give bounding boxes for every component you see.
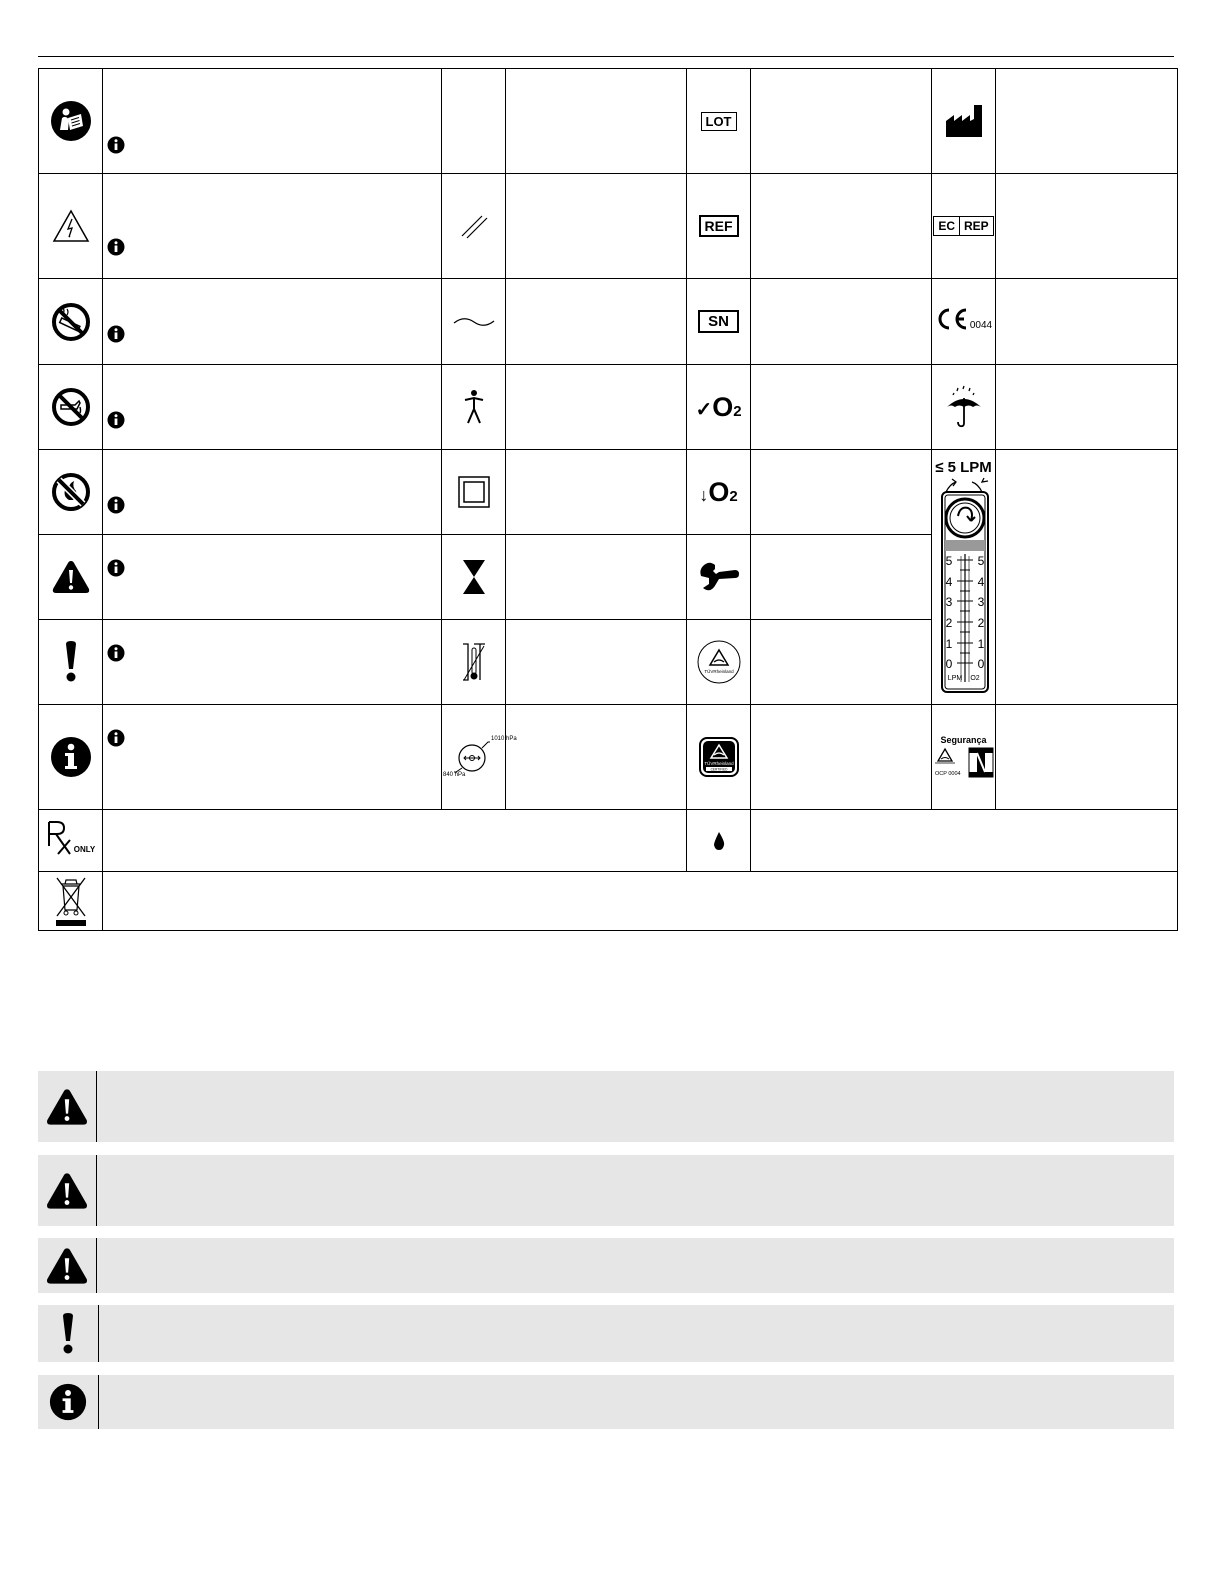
symbols-table — [38, 68, 1178, 931]
symbol-desc-flowmeter — [996, 450, 1178, 705]
o2-label: O — [712, 391, 734, 422]
symbol-desc-ec-rep — [996, 174, 1178, 279]
symbol-desc-manufacturer — [996, 69, 1178, 174]
symbol-desc-no-smoking — [103, 279, 442, 365]
symbol-cell-no-open-flame — [39, 450, 103, 535]
tuv-certified-brand: TÜVRheinland — [703, 761, 734, 766]
seguranca-title: Segurança — [940, 735, 987, 745]
weee-disposal-icon — [53, 874, 89, 928]
tuv-certified-icon — [698, 736, 740, 778]
double-slash-icon — [458, 210, 490, 242]
tuv-text: TÜVRheinland — [703, 669, 734, 674]
symbol-desc-caution — [103, 620, 442, 705]
symbol-cell-ref — [687, 174, 751, 279]
tuv-mark-icon — [697, 640, 741, 684]
panel-icon-cell — [38, 1155, 97, 1226]
symbol-desc-o2-normal — [751, 365, 932, 450]
info-icon — [107, 411, 125, 429]
symbol-desc-o2-low — [751, 450, 932, 535]
top-rule — [38, 56, 1174, 57]
safety-panel-warning-2 — [38, 1155, 1174, 1226]
symbol-cell-ec-rep — [932, 174, 996, 279]
inmetro-seguranca-icon — [933, 745, 995, 779]
info-icon — [107, 496, 125, 514]
symbol-cell-o2-low — [687, 450, 751, 535]
ref-badge: REF — [699, 215, 739, 237]
symbols-row-9 — [39, 810, 1178, 872]
info-icon — [107, 644, 125, 662]
info-icon — [107, 325, 125, 343]
scale-right-3: 3 — [977, 595, 984, 609]
symbol-cell-tuv — [687, 620, 751, 705]
symbol-cell-use-by-date — [442, 535, 506, 620]
symbol-desc-information — [103, 705, 442, 810]
symbol-cell-alternating-current — [442, 279, 506, 365]
symbol-cell-humidity — [687, 810, 751, 872]
symbol-desc-service — [751, 535, 932, 620]
scale-right-2: 2 — [977, 616, 984, 630]
warning-icon — [45, 1171, 89, 1211]
manufacturer-icon — [944, 103, 984, 139]
safety-panel-caution — [38, 1305, 1174, 1362]
symbol-cell-ce-mark — [932, 279, 996, 365]
symbol-cell-empty — [442, 69, 506, 174]
symbol-cell-double-slash — [442, 174, 506, 279]
info-icon — [107, 559, 125, 577]
wrench-icon — [697, 560, 741, 594]
safety-panel-warning-1 — [38, 1071, 1174, 1142]
type-bf-applied-part-icon — [462, 389, 486, 425]
symbols-row-5 — [39, 450, 1178, 535]
flowmeter-gas: O2 — [969, 675, 980, 682]
symbol-cell-lot — [687, 69, 751, 174]
lot-badge: LOT — [701, 112, 737, 131]
symbol-cell-electrical-hazard — [39, 174, 103, 279]
symbol-cell-no-smoking — [39, 279, 103, 365]
warning-icon — [51, 559, 91, 595]
class-ii-equipment-icon — [457, 475, 491, 509]
symbol-desc-humidity — [751, 810, 1178, 872]
scale-left-0: 0 — [945, 657, 952, 671]
symbol-cell-tuv-certified — [687, 705, 751, 810]
panel-icon-cell — [38, 1071, 97, 1142]
symbols-row-3 — [39, 279, 1178, 365]
ec-rep-badge — [933, 216, 993, 236]
down-arrow-icon: ↓ — [699, 484, 709, 505]
symbol-cell-caution — [39, 620, 103, 705]
panel-icon-cell — [38, 1375, 99, 1429]
electrical-hazard-icon — [52, 209, 90, 243]
temperature-limit-icon — [460, 640, 488, 684]
check-mark-icon: ✓ — [695, 398, 713, 421]
symbol-cell-serial-number — [687, 279, 751, 365]
no-open-flame-icon — [51, 472, 91, 512]
symbol-desc-rx-only — [103, 810, 687, 872]
consult-manual-icon — [50, 100, 92, 142]
o2-low-indicator — [699, 477, 737, 508]
tuv-certified-label: CERTIFIED — [710, 767, 727, 772]
o2-label: O — [708, 476, 730, 507]
symbol-desc-class-ii — [506, 450, 687, 535]
info-icon — [107, 238, 125, 256]
no-smoking-icon — [51, 302, 91, 342]
symbol-cell-information — [39, 705, 103, 810]
rx-only-mark — [46, 820, 96, 856]
panel-icon-cell — [38, 1305, 99, 1362]
scale-left-3: 3 — [945, 595, 952, 609]
scale-right-1: 1 — [977, 637, 984, 651]
symbol-cell-class-ii — [442, 450, 506, 535]
symbol-cell-no-oil — [39, 365, 103, 450]
alternating-current-icon — [452, 315, 496, 329]
rep-label: REP — [963, 219, 989, 233]
exclamation-icon — [64, 641, 78, 683]
keep-dry-icon — [944, 385, 984, 429]
warning-icon — [45, 1087, 89, 1127]
symbol-desc-tuv — [751, 620, 932, 705]
ec-label: EC — [934, 217, 960, 235]
sn-badge: SN — [698, 310, 739, 333]
ce-mark — [935, 307, 992, 331]
rx-icon — [46, 820, 76, 856]
safety-panel-warning-3 — [38, 1238, 1174, 1293]
symbol-cell-flowmeter — [932, 450, 996, 705]
ocp-text: OCP 0004 — [934, 771, 961, 777]
scale-right-5: 5 — [977, 554, 984, 568]
no-oil-icon — [51, 387, 91, 427]
symbol-desc-temperature — [506, 620, 687, 705]
symbols-row-2 — [39, 174, 1178, 279]
ce-mark-icon — [935, 307, 969, 331]
scale-left-4: 4 — [945, 575, 952, 589]
symbol-desc-type-bf — [506, 365, 687, 450]
symbol-desc-use-by-date — [506, 535, 687, 620]
symbol-cell-type-bf — [442, 365, 506, 450]
symbol-cell-consult-manual — [39, 69, 103, 174]
symbol-cell-pressure-limit — [442, 705, 517, 810]
warning-icon — [45, 1246, 89, 1286]
symbol-cell-rx-only — [39, 810, 103, 872]
information-icon — [49, 1383, 87, 1421]
symbol-desc-no-oil — [103, 365, 442, 450]
symbol-desc-keep-dry — [996, 365, 1178, 450]
ce-number: 0044 — [969, 320, 993, 331]
scale-right-4: 4 — [977, 575, 984, 589]
symbol-cell-manufacturer — [932, 69, 996, 174]
symbols-row-8 — [39, 705, 1178, 810]
o2-sub: 2 — [733, 402, 742, 420]
symbol-desc-consult-manual — [103, 69, 442, 174]
panel-icon-cell — [38, 1238, 97, 1293]
scale-left-2: 2 — [945, 616, 952, 630]
symbol-desc-no-open-flame — [103, 450, 442, 535]
pressure-low: 840 hPa — [443, 772, 466, 778]
symbol-cell-warning — [39, 535, 103, 620]
o2-normal-indicator — [695, 392, 741, 423]
flowmeter-icon — [936, 476, 992, 702]
symbol-desc-ref — [751, 174, 932, 279]
symbol-desc-seguranca — [996, 705, 1178, 810]
pressure-high: 1010 hPa — [491, 736, 517, 742]
scale-left-5: 5 — [945, 554, 952, 568]
symbol-desc-electrical-hazard — [103, 174, 442, 279]
atmospheric-pressure-icon — [442, 732, 517, 782]
symbol-desc-double-slash — [506, 174, 687, 279]
symbols-row-4 — [39, 365, 1178, 450]
scale-right-0: 0 — [977, 657, 984, 671]
water-drop-icon — [712, 831, 726, 851]
symbol-cell-keep-dry — [932, 365, 996, 450]
exclamation-icon — [61, 1313, 75, 1355]
symbols-row-10 — [39, 872, 1178, 931]
symbol-cell-temperature — [442, 620, 506, 705]
flowmeter-title: ≤ 5 LPM — [935, 459, 992, 476]
symbol-desc-tuv-certified — [751, 705, 932, 810]
info-icon — [107, 136, 125, 154]
symbol-cell-o2-normal — [687, 365, 751, 450]
symbol-desc-ce-mark — [996, 279, 1178, 365]
symbol-desc-alternating-current — [506, 279, 687, 365]
rx-only-text: ONLY — [73, 845, 96, 854]
info-icon — [107, 729, 125, 747]
safety-panel-information — [38, 1375, 1174, 1429]
o2-sub: 2 — [729, 487, 738, 505]
symbol-cell-seguranca — [932, 705, 996, 810]
flowmeter-unit: LPM — [947, 675, 962, 682]
hourglass-icon — [461, 558, 487, 596]
symbols-row-1 — [39, 69, 1178, 174]
information-icon — [50, 736, 92, 778]
symbol-desc-warning — [103, 535, 442, 620]
symbol-desc-lot — [751, 69, 932, 174]
symbol-cell-service — [687, 535, 751, 620]
symbol-desc-empty — [506, 69, 687, 174]
scale-left-1: 1 — [945, 637, 952, 651]
symbol-desc-weee — [103, 872, 1178, 931]
symbol-cell-weee — [39, 872, 103, 931]
symbol-desc-serial-number — [751, 279, 932, 365]
symbol-desc-pressure-limit — [506, 705, 687, 810]
